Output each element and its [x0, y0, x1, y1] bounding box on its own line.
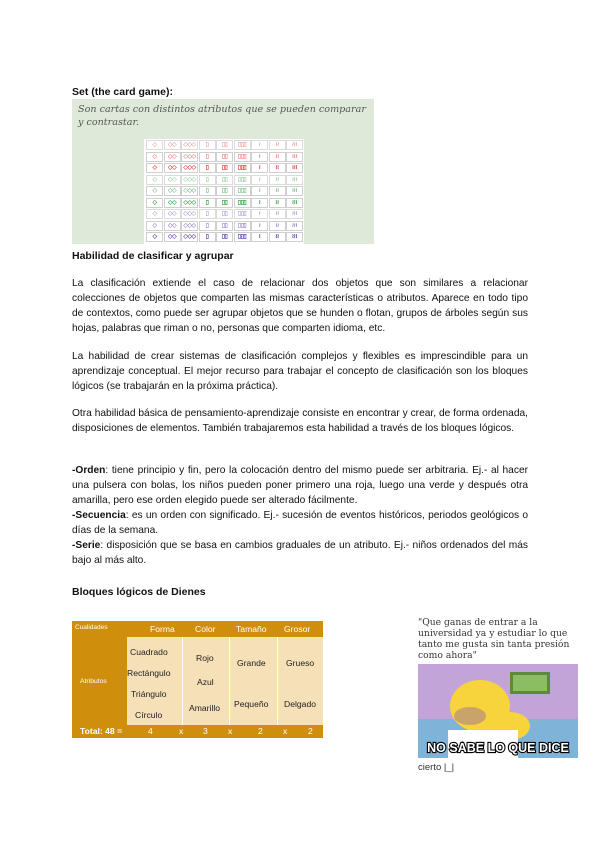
set-card: ▯ — [199, 175, 216, 185]
column-divider — [229, 637, 230, 725]
set-card: ≀ — [251, 163, 268, 173]
set-card: ▯▯ — [216, 232, 233, 242]
set-card: ≀≀ — [269, 175, 286, 185]
set-card: ◇◇◇ — [181, 232, 198, 242]
total-times: x — [228, 726, 233, 736]
forma-value: Círculo — [135, 710, 163, 720]
total-forma: 4 — [148, 726, 153, 736]
set-card: ▯▯ — [216, 209, 233, 219]
meme-caption: NO SABE LO QUE DICE — [427, 741, 569, 755]
set-card: ≀≀ — [269, 232, 286, 242]
set-card: ≀ — [251, 152, 268, 162]
header-forma: Forma — [150, 624, 175, 634]
column-divider — [182, 637, 183, 725]
set-card: ◇ — [146, 186, 163, 196]
set-card: ≀≀ — [269, 152, 286, 162]
set-card: ≀≀≀ — [286, 140, 303, 150]
set-card: ▯▯▯ — [234, 221, 251, 231]
set-card: ◇◇ — [164, 209, 181, 219]
total-label: Total: 48 = — [80, 726, 123, 736]
set-card: ≀≀≀ — [286, 175, 303, 185]
set-card: ≀ — [251, 140, 268, 150]
set-card: ◇◇ — [164, 163, 181, 173]
set-heading: Set (the card game): — [72, 86, 173, 98]
set-card: ◇ — [146, 232, 163, 242]
set-card: ◇ — [146, 152, 163, 162]
classify-heading: Habilidad de clasificar y agrupar — [72, 250, 234, 262]
forma-value: Triángulo — [131, 689, 167, 699]
homer-illustration — [418, 664, 578, 758]
set-card: ◇◇ — [164, 198, 181, 208]
header-tamano: Tamaño — [236, 624, 267, 634]
set-card: ◇◇◇ — [181, 152, 198, 162]
meme-quote: "Que ganas de entrar a la universidad ya y estudiar lo que tanto me gusta sin tanta presión como ahora" — [418, 617, 570, 661]
meme-footer: cierto |_| — [418, 762, 455, 773]
set-card: ▯▯▯ — [234, 140, 251, 150]
set-card: ◇◇ — [164, 175, 181, 185]
meme-image — [418, 664, 578, 758]
set-card: ▯ — [199, 186, 216, 196]
set-card: ▯▯▯ — [234, 175, 251, 185]
set-card: ▯▯▯ — [234, 198, 251, 208]
set-card: ◇◇◇ — [181, 186, 198, 196]
set-card: ≀≀ — [269, 140, 286, 150]
set-card: ≀≀ — [269, 198, 286, 208]
set-card: ◇ — [146, 221, 163, 231]
set-card: ▯▯▯ — [234, 186, 251, 196]
set-card: ▯▯ — [216, 140, 233, 150]
set-card: ▯ — [199, 140, 216, 150]
tamano-value: Grande — [237, 658, 266, 668]
blocks-attributes-table — [72, 621, 323, 738]
set-card: ≀≀≀ — [286, 186, 303, 196]
color-value: Azul — [197, 677, 214, 687]
set-card: ▯▯ — [216, 198, 233, 208]
definition-secuencia: -Secuencia: es un orden con significado. Ej.- sucesión de eventos históricos, periodos geológicos o días de la semana. — [72, 510, 528, 536]
set-card: ▯ — [199, 232, 216, 242]
grosor-value: Delgado — [284, 699, 317, 709]
set-card: ≀≀≀ — [286, 198, 303, 208]
set-card: ◇◇ — [164, 186, 181, 196]
definition-serie: -Serie: disposición que se basa en cambios graduales de un atributo. Ej.- niños ordenados del más bajo al más alto. — [72, 540, 528, 566]
set-card: ≀ — [251, 198, 268, 208]
set-card: ▯▯ — [216, 221, 233, 231]
row-label-atributos: Atributos — [80, 678, 107, 685]
set-card: ▯▯ — [216, 163, 233, 173]
set-card: ◇ — [146, 163, 163, 173]
total-times: x — [283, 726, 288, 736]
total-tamano: 2 — [258, 726, 263, 736]
set-card: ≀≀≀ — [286, 209, 303, 219]
set-card: ◇ — [146, 140, 163, 150]
set-card: ≀≀≀ — [286, 232, 303, 242]
header-color: Color — [195, 624, 216, 634]
set-card: ▯▯▯ — [234, 232, 251, 242]
set-card: ◇◇◇ — [181, 221, 198, 231]
set-image-caption: Son cartas con distintos atributos que se pueden comparar y contrastar. — [78, 104, 366, 128]
set-card: ▯ — [199, 152, 216, 162]
set-card: ≀≀ — [269, 221, 286, 231]
set-card: ▯▯▯ — [234, 152, 251, 162]
total-grosor: 2 — [308, 726, 313, 736]
set-card: ▯ — [199, 163, 216, 173]
tamano-value: Pequeño — [234, 699, 269, 709]
set-card: ≀ — [251, 186, 268, 196]
paragraph-classification: La clasificación extiende el caso de relacionar dos objetos que son similares a relacionar colecciones de objetos que comparten las mismas características o atributos. Aparece en todo tipo de contextos, como puede ser agrupar objetos que se hunden o flotan, grupos de árboles según sus hojas, palabras que riman o no, personas que comparten idioma, etc. — [72, 278, 528, 334]
set-card: ≀≀≀ — [286, 221, 303, 231]
set-card: ◇◇ — [164, 152, 181, 162]
set-card: ≀≀ — [269, 163, 286, 173]
set-card: ≀≀≀ — [286, 163, 303, 173]
set-card: ≀ — [251, 209, 268, 219]
definitions-block — [72, 463, 528, 568]
set-card: ▯▯ — [216, 186, 233, 196]
paragraph-classification-systems: La habilidad de crear sistemas de clasificación complejos y flexibles es imprescindible para un aprendizaje conceptual. El mejor recurso para trabajar el concepto de clasificación son los bloques lógicos (se trabajarán en la próxima práctica). — [72, 351, 528, 392]
set-card: ▯▯ — [216, 152, 233, 162]
set-card: ◇◇◇ — [181, 175, 198, 185]
set-cards-grid — [144, 139, 304, 244]
definition-orden: -Orden: tiene principio y fin, pero la colocación dentro del mismo puede ser arbitraria. Ej.- al hacer una pulsera con bolas, los niños pueden poner primero una roja, luego una verde y después otra amarilla, pero ese orden elegido puede ser alterado fácilmente. — [72, 465, 528, 506]
column-divider — [277, 637, 278, 725]
forma-value: Rectángulo — [127, 668, 171, 678]
set-card: ◇◇ — [164, 232, 181, 242]
color-value: Amarillo — [189, 703, 221, 713]
set-card: ≀≀ — [269, 209, 286, 219]
set-card: ◇◇ — [164, 221, 181, 231]
total-color: 3 — [203, 726, 208, 736]
set-card: ≀ — [251, 175, 268, 185]
set-cards-image — [72, 99, 374, 244]
set-card: ◇ — [146, 175, 163, 185]
set-card: ▯ — [199, 209, 216, 219]
set-card: ▯ — [199, 198, 216, 208]
set-card: ◇◇◇ — [181, 198, 198, 208]
blocks-heading: Bloques lógicos de Dienes — [72, 586, 206, 598]
total-times: x — [179, 726, 184, 736]
set-card: ≀ — [251, 221, 268, 231]
set-card: ◇◇◇ — [181, 163, 198, 173]
grosor-value: Grueso — [286, 658, 315, 668]
set-card: ◇◇ — [164, 140, 181, 150]
set-card: ◇ — [146, 209, 163, 219]
paragraph-ordering: Otra habilidad básica de pensamiento-aprendizaje consiste en encontrar y crear, de forma ordenada, disposiciones de elementos. También trabajaremos esta habilidad a través de los bloques lógicos. — [72, 408, 528, 434]
header-grosor: Grosor — [284, 624, 311, 634]
set-card: ◇◇◇ — [181, 140, 198, 150]
set-card: ≀≀ — [269, 186, 286, 196]
forma-value: Cuadrado — [130, 647, 168, 657]
color-value: Rojo — [196, 653, 214, 663]
set-card: ≀ — [251, 232, 268, 242]
set-card: ▯▯▯ — [234, 209, 251, 219]
set-card: ▯▯ — [216, 175, 233, 185]
set-card: ▯ — [199, 221, 216, 231]
header-cualidades: Cualidades — [75, 624, 108, 631]
set-card: ◇◇◇ — [181, 209, 198, 219]
set-card: ◇ — [146, 198, 163, 208]
set-card: ≀≀≀ — [286, 152, 303, 162]
set-card: ▯▯▯ — [234, 163, 251, 173]
